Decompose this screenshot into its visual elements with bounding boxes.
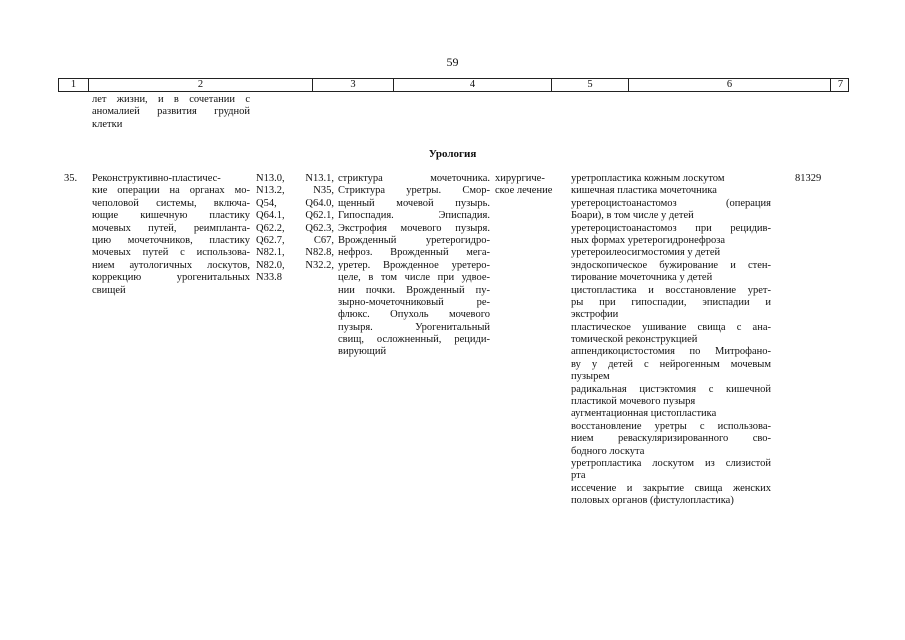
patient-model-line: нии почки. Врожденный пу- (338, 284, 490, 296)
patient-model-line: Экстрофия мочевого пузыря. (338, 222, 490, 234)
treatment-methods (571, 173, 771, 508)
icd-code: Q62.2, (256, 222, 285, 234)
treatment-method-line: томической реконструкцией (571, 334, 698, 346)
icd-code: Q62.3, (305, 222, 334, 234)
header-col-4: 4 (394, 79, 552, 91)
procedure-name-line: чеполовой системы, включа- (92, 197, 250, 209)
icd-code: N33.8 (256, 272, 282, 284)
treatment-method-line: половых органов (фистулопластика) (571, 495, 734, 507)
icd-code: C67, (313, 234, 334, 246)
procedure-name (92, 173, 250, 297)
carry-over-line: аномалией развития грудной (92, 106, 250, 118)
patient-model-line: щенный мочевой пузырь. (338, 197, 490, 209)
treatment-method-line: уретероилеосигмостомия у детей (571, 247, 721, 259)
treatment-method-line: уретропластика кожным лоскутом (571, 173, 725, 184)
treatment-method-line: бодного лоскута (571, 445, 645, 457)
icd-code: Q64.0, (305, 197, 334, 209)
patient-model-line: зырно-мочеточниковый ре- (338, 296, 490, 308)
icd-code: N13.0, (256, 173, 285, 184)
patient-model-line: целе, в том числе при удвое- (338, 272, 490, 284)
treatment-method-line: кишечная пластика мочеточника (571, 185, 717, 197)
icd-code: N82.8, (305, 247, 334, 259)
treatment-method-line: аугментационная цистопластика (571, 408, 717, 420)
page-number: 59 (446, 55, 459, 69)
icd-code: Q64.1, (256, 210, 285, 222)
procedure-name-line: мочевых путей, реимпланта- (92, 222, 250, 234)
icd-code: N32.2, (305, 259, 334, 271)
procedure-name-line: кие операции на органах мо- (92, 185, 250, 197)
treatment-method-line: ву у детей с нейрогенным мочевым (571, 358, 771, 370)
header-col-2: 2 (89, 79, 313, 91)
icd-code: Q54, (256, 197, 277, 209)
icd-code: N13.1, (305, 173, 334, 184)
section-title: Урология (428, 148, 477, 160)
treatment-method-line: нием реваскуляризированного сво- (571, 433, 771, 445)
procedure-name-line: свищей (92, 284, 126, 296)
treatment-method-line: радикальная цистэктомия с кишечной (571, 383, 771, 395)
procedure-name-line: цию мочеточников, пластику (92, 234, 250, 246)
carry-over-line: клетки (92, 118, 123, 130)
procedure-name-line: ющие кишечную пластику (92, 210, 250, 222)
header-col-3: 3 (313, 79, 394, 91)
treatment-method-line: тирование мочеточника у детей (571, 272, 713, 284)
patient-model-line: нефроз. Врожденный мега- (338, 247, 490, 259)
treatment-method-line: уретероцистоанастомоз (операция (571, 197, 771, 209)
table-header-row (58, 78, 849, 92)
icd-codes-col-2 (294, 173, 334, 272)
icd-code: Q62.1, (305, 210, 334, 222)
treatment-method-line: пластическое ушивание свища с ана- (571, 321, 771, 333)
treatment-method-line: иссечение и закрытие свища женских (571, 482, 771, 494)
treatment-method-line: Боари), в том числе у детей (571, 210, 694, 222)
treatment-type-line: ское лечение (495, 185, 553, 197)
treatment-method-line: пластикой мочевого пузыря (571, 396, 696, 408)
carry-over-line: лет жизни, и в сочетании с (92, 94, 250, 105)
procedure-name-line: Реконструктивно-пластичес- (92, 173, 221, 184)
procedure-name-line: коррекцию урогенитальных (92, 272, 250, 284)
treatment-method-line: аппендикоцистостомия по Митрофано- (571, 346, 771, 358)
icd-code: N82.0, (256, 259, 285, 271)
patient-model-line: пузыря. Урогенитальный (338, 321, 490, 333)
icd-code: N35, (313, 185, 334, 197)
procedure-name-line: нием аутологичных лоскутов, (92, 259, 250, 271)
treatment-method-line: цистопластика и восстановление урет- (571, 284, 771, 296)
treatment-method-line: уретероцистоанастомоз при рецидив- (571, 222, 771, 234)
row-number: 35. (64, 173, 78, 184)
patient-model-line: Гипоспадия. Эписпадия. (338, 210, 490, 222)
header-col-7: 7 (837, 79, 844, 90)
treatment-method-line: рта (571, 470, 586, 482)
icd-codes-col-1 (256, 173, 292, 285)
patient-model-line: флюкс. Опухоль мочевого (338, 309, 490, 321)
treatment-method-line: пузырем (571, 371, 610, 383)
cost-value: 81329 (795, 173, 822, 184)
patient-model (338, 173, 490, 359)
icd-code: N82.1, (256, 247, 285, 259)
procedure-name-line: мочевых путей с использова- (92, 247, 250, 259)
patient-model-line: стриктура мочеточника. (338, 173, 490, 184)
patient-model-line: Врожденный уретерогидро- (338, 234, 490, 246)
header-col-5: 5 (552, 79, 629, 91)
treatment-type (495, 173, 567, 198)
treatment-type-line: хирургиче- (495, 173, 545, 184)
patient-model-line: уретер. Врожденное уретеро- (338, 259, 490, 271)
treatment-method-line: экстрофии (571, 309, 619, 321)
treatment-method-line: восстановление уретры с использова- (571, 420, 771, 432)
patient-model-line: свищ, осложненный, рециди- (338, 334, 490, 346)
patient-model-line: вирующий (338, 346, 387, 358)
header-col-6: 6 (629, 79, 831, 91)
patient-model-line: Стриктура уретры. Смор- (338, 185, 490, 197)
icd-code: N13.2, (256, 185, 285, 197)
treatment-method-line: эндоскопическое бужирование и стен- (571, 259, 771, 271)
carry-over-text (92, 94, 250, 131)
treatment-method-line: ры при гипоспадии, эписпадии и (571, 296, 771, 308)
treatment-method-line: уретропластика лоскутом из слизистой (571, 457, 771, 469)
header-col-1: 1 (59, 79, 89, 91)
icd-code: Q62.7, (256, 234, 285, 246)
treatment-method-line: ных формах уретерогидронефроза (571, 234, 725, 246)
